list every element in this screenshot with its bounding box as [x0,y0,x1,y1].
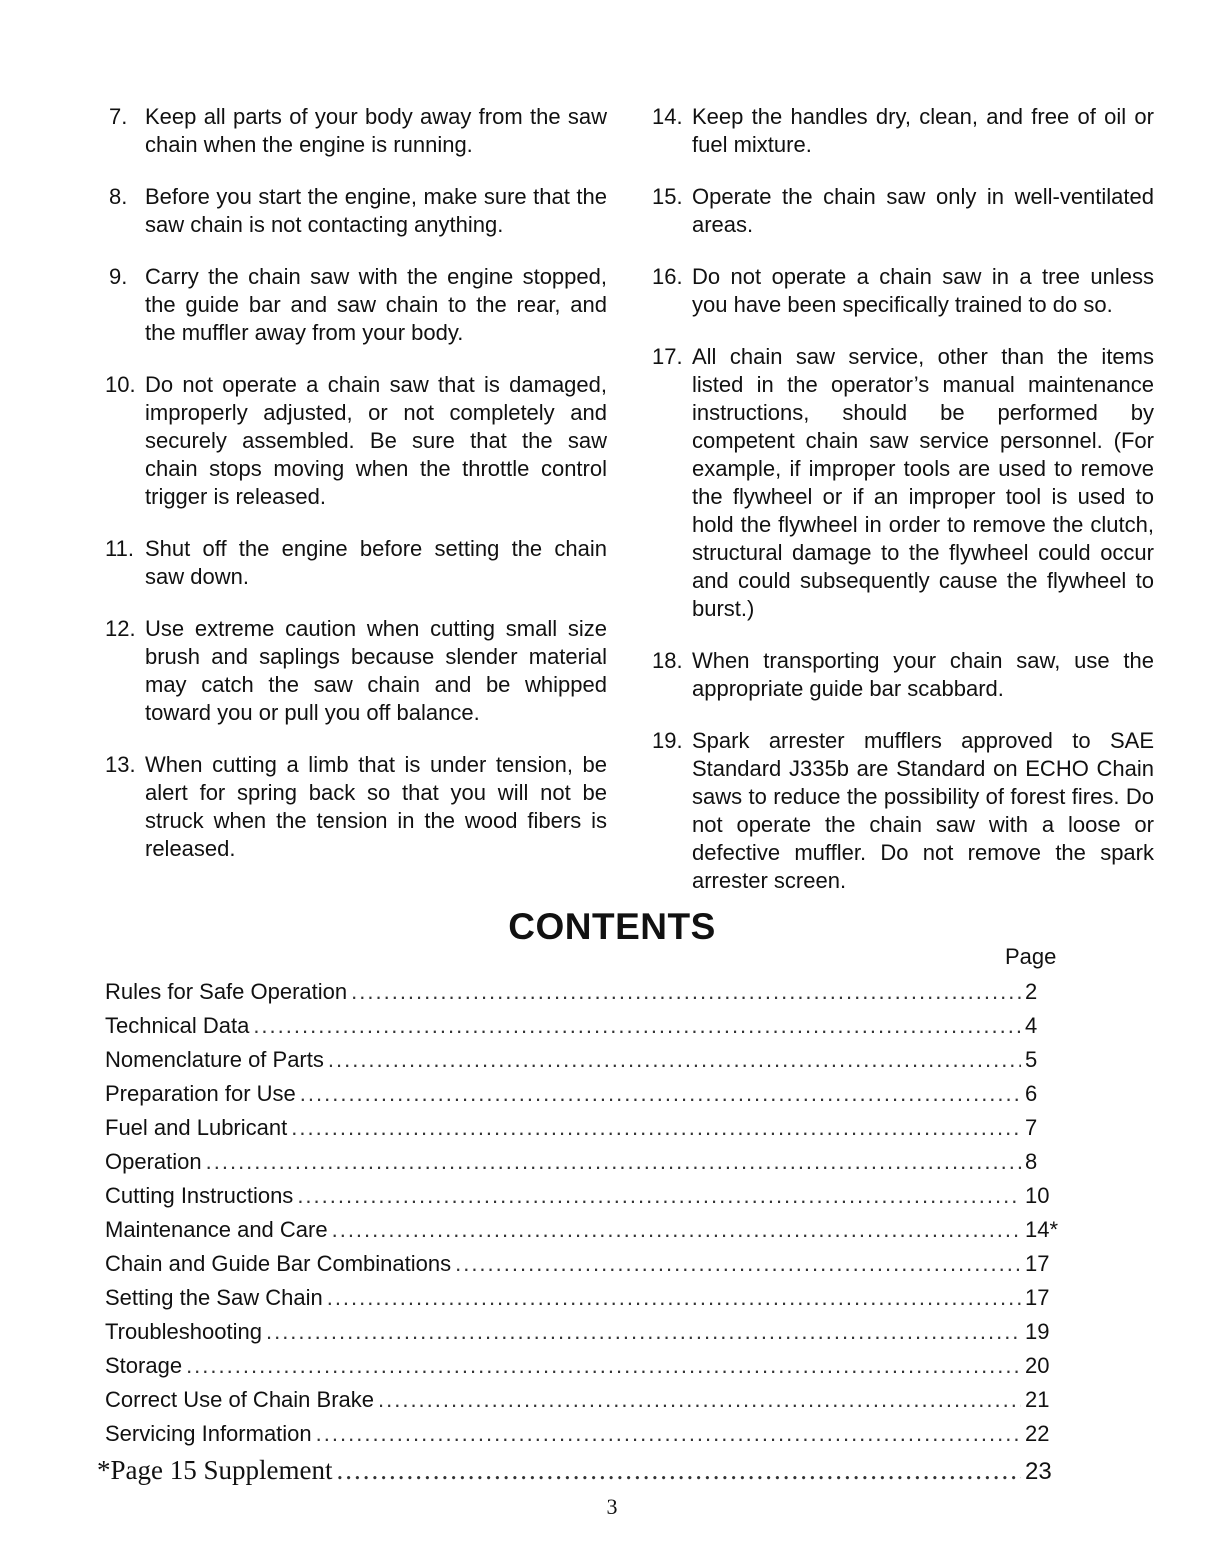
toc-entry[interactable] [105,1079,1055,1113]
toc-leader-dots [351,977,1021,1007]
toc-page-number: 8 [1025,1149,1038,1174]
toc-entry[interactable] [105,1113,1055,1147]
rule-number: 15. [652,184,683,209]
toc-label: Troubleshooting [105,1319,262,1344]
rule-item [652,343,1154,623]
toc-entry[interactable] [105,1215,1059,1249]
rule-number: 9. [109,264,128,289]
toc-page-number: 7 [1025,1115,1038,1140]
toc-leader-dots [328,1045,1021,1075]
toc-leader-dots [266,1317,1021,1347]
toc-leader-dots [253,1011,1021,1041]
rule-number: 11. [105,536,134,561]
rule-text: Do not operate a chain saw that is damaged, improperly adjusted, or not completely and securely assembled. Be sure that the saw chain stops moving when the throttle control trigger is released. [145,372,607,509]
toc-page-number: 2 [1025,979,1038,1004]
toc-entry[interactable] [105,1181,1055,1215]
rule-text: All chain saw service, other than the items listed in the operator’s manual maintenance instructions, should be performed by competent chain saw service personnel. (For example, if improper tools are used to remove the flywheel or if an improper tool is used to hold the flywheel in order to remove the clutch, structural damage to the flywheel could occur and could subsequently cause the flywheel to burst.) [692,344,1154,621]
rule-item [652,263,1154,319]
rule-text: Do not operate a chain saw in a tree unless you have been specifically trained to do so. [692,264,1154,317]
toc-label: Operation [105,1149,202,1174]
rule-text: Carry the chain saw with the engine stopped, the guide bar and saw chain to the rear, and the muffler away from your body. [145,264,607,345]
toc-page-number: 6 [1025,1081,1038,1106]
rules-left-column [105,103,607,887]
rule-text: Keep all parts of your body away from the saw chain when the engine is running. [145,104,607,157]
toc-leader-dots [291,1113,1021,1143]
toc-label: Correct Use of Chain Brake [105,1387,374,1412]
rule-text: Operate the chain saw only in well-ventilated areas. [692,184,1154,237]
rule-number: 14. [652,104,683,129]
toc-leader-dots [327,1283,1021,1313]
rule-text: When cutting a limb that is under tension, be alert for spring back so that you will not be struck when the tension in the wood fibers is released. [145,752,607,861]
page-number: 3 [606,1494,618,1519]
toc-label: Fuel and Lubricant [105,1115,288,1140]
toc-leader-dots [186,1351,1021,1381]
toc-entry-supplement[interactable] [97,1455,1055,1489]
toc-page-number: 17 [1025,1285,1050,1310]
toc-leader-dots [316,1419,1021,1449]
rule-item [105,615,607,727]
rule-number: 16. [652,264,683,289]
toc-label: Chain and Guide Bar Combinations [105,1251,452,1276]
toc-page-number: 14* [1025,1217,1059,1242]
rule-number: 8. [109,184,128,209]
rule-item [652,183,1154,239]
toc-entry[interactable] [105,1045,1055,1079]
toc-leader-dots [300,1079,1021,1109]
rule-number: 12. [105,616,136,641]
rule-item [652,727,1154,895]
rule-number: 10. [105,372,136,397]
contents-title: CONTENTS [508,906,716,947]
rule-number: 13. [105,752,136,777]
toc-leader-dots [378,1385,1021,1415]
toc-page-number: 10 [1025,1183,1050,1208]
toc-page-number: 17 [1025,1251,1050,1276]
toc-leader-dots [332,1215,1021,1245]
rule-text: Use extreme caution when cutting small size brush and saplings because slender material may catch the saw chain and be whipped toward you or pull you off balance. [145,616,607,725]
rule-text: When transporting your chain saw, use the appropriate guide bar scabbard. [692,648,1154,701]
rule-number: 18. [652,648,683,673]
toc-page-number: 5 [1025,1047,1038,1072]
rule-item [105,183,607,239]
rule-item [105,103,607,159]
toc-label: Cutting Instructions [105,1183,294,1208]
toc-page-number: 20 [1025,1353,1050,1378]
toc-entry[interactable] [105,1249,1055,1283]
rule-item [652,647,1154,703]
rule-item [105,371,607,511]
toc-page-number: 4 [1025,1013,1038,1038]
toc-label: Setting the Saw Chain [105,1285,323,1310]
rule-text: Keep the handles dry, clean, and free of oil or fuel mixture. [692,104,1154,157]
rule-text: Shut off the engine before setting the chain saw down. [145,536,607,589]
toc-page-number: 22 [1025,1421,1050,1446]
rule-item [105,535,607,591]
toc-entry[interactable] [105,977,1055,1011]
toc-entry[interactable] [105,1385,1055,1419]
rule-item [105,751,607,863]
rule-text: Spark arrester mufflers approved to SAE Standard J335b are Standard on ECHO Chain saws to reduce the possibility of forest fires. Do not operate the chain saw with a loose or defective muffler. Do not remove the spark arrester screen. [692,728,1154,893]
toc-page-number: 21 [1025,1387,1050,1412]
toc-label: Rules for Safe Operation [105,979,348,1004]
toc-entry[interactable] [105,1011,1055,1045]
toc-entry[interactable] [105,1317,1055,1351]
toc-leader-dots [455,1249,1021,1279]
rule-number: 17. [652,344,683,369]
toc-label: Technical Data [105,1013,250,1038]
contents-page-header: Page [1005,944,1057,969]
rule-number: 7. [109,104,128,129]
toc-label: *Page 15 Supplement [97,1455,333,1485]
toc-leader-dots [297,1181,1021,1211]
toc-label: Nomenclature of Parts [105,1047,324,1072]
toc-label: Storage [105,1353,183,1378]
rule-item [652,103,1154,159]
table-of-contents [97,977,1059,1489]
toc-entry[interactable] [105,1283,1055,1317]
toc-page-number: 23 [1025,1458,1052,1485]
toc-label: Preparation for Use [105,1081,296,1106]
toc-entry[interactable] [105,1351,1055,1385]
toc-entry[interactable] [105,1147,1055,1181]
rules-right-column [652,103,1154,919]
toc-entry[interactable] [105,1419,1055,1453]
rule-text: Before you start the engine, make sure that the saw chain is not contacting anything. [145,184,607,237]
toc-leader-dots [336,1455,1021,1485]
rule-number: 19. [652,728,683,753]
toc-leader-dots [206,1147,1021,1177]
toc-page-number: 19 [1025,1319,1050,1344]
rule-item [105,263,607,347]
toc-label: Maintenance and Care [105,1217,328,1242]
toc-label: Servicing Information [105,1421,312,1446]
